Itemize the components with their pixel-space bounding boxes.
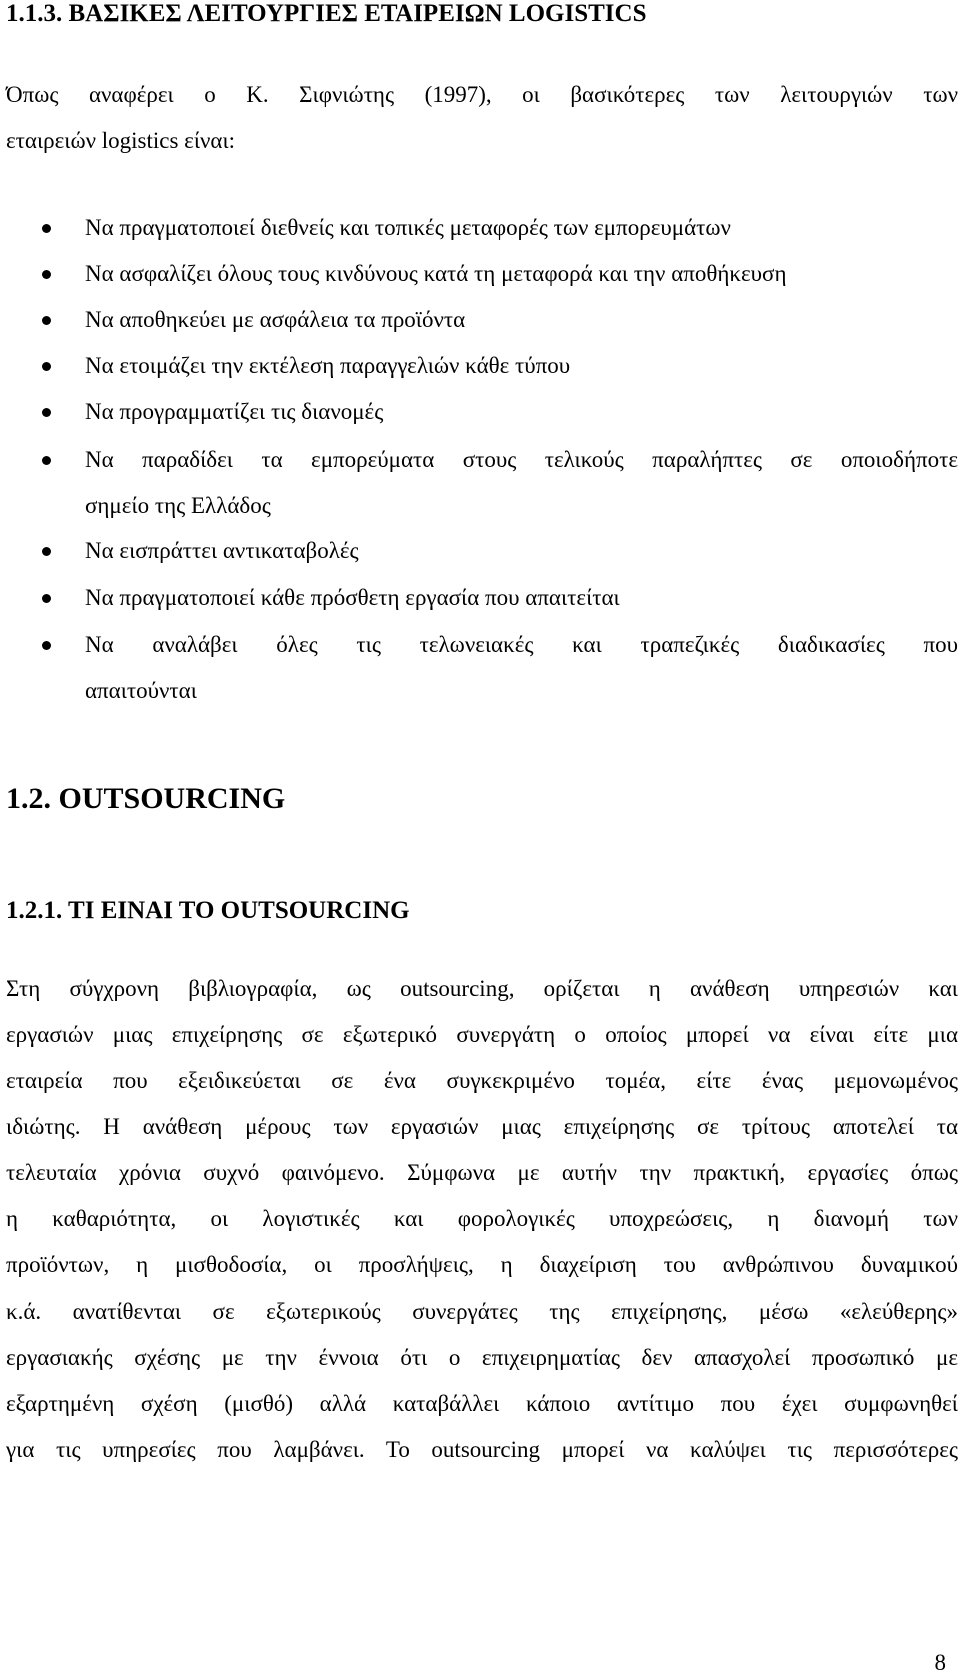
bullet-icon [42,362,51,371]
list-item: Να αναλάβει όλες τις τελωνειακές και τραπεζικές διαδικασίες που [85,632,958,657]
page-number: 8 [934,1650,946,1675]
paragraph-line: εργασιών μιας επιχείρησης σε εξωτερικό συνεργάτη ο οποίος μπορεί να είναι είτε μια [6,1022,958,1047]
intro-line: εταιρειών logistics είναι: [6,128,236,153]
paragraph-line: προϊόντων, η μισθοδοσία, οι προσλήψεις, η διαχείριση του ανθρώπινου δυναμικού [6,1252,958,1277]
bullet-icon [42,547,51,556]
paragraph-line: εταιρεία που εξειδικεύεται σε ένα συγκεκριμένο τομέα, είτε ένας μεμονωμένος [6,1068,958,1093]
bullet-icon [42,270,51,279]
list-item: Να πραγματοποιεί διεθνείς και τοπικές μεταφορές των εμπορευμάτων [85,215,731,240]
bullet-icon [42,456,51,465]
list-item-continuation: σημείο της Ελλάδος [85,493,271,518]
list-item: Να ετοιμάζει την εκτέλεση παραγγελιών κάθε τύπου [85,353,571,378]
list-item-continuation: απαιτούνται [85,678,197,703]
list-item: Να αποθηκεύει με ασφάλεια τα προϊόντα [85,307,466,332]
intro-line: Όπως αναφέρει ο Κ. Σιφνιώτης (1997), οι βασικότερες των λειτουργιών των [6,82,958,107]
subsection-heading: 1.2.1. ΤΙ ΕΙΝΑΙ ΤΟ OUTSOURCING [6,897,410,924]
paragraph-line: η καθαριότητα, οι λογιστικές και φορολογικές υποχρεώσεις, η διανομή των [6,1206,958,1231]
list-item: Να πραγματοποιεί κάθε πρόσθετη εργασία που απαιτείται [85,585,620,610]
section-heading: 1.1.3. ΒΑΣΙΚΕΣ ΛΕΙΤΟΥΡΓΙΕΣ ΕΤΑΙΡΕΙΩΝ LOGISTICS [6,0,647,27]
paragraph-line: εξαρτημένη σχέση (μισθό) αλλά καταβάλλει κάποιο αντίτιμο που έχει συμφωνηθεί [6,1391,958,1416]
bullet-icon [42,641,51,650]
list-item: Να παραδίδει τα εμπορεύματα στους τελικούς παραλήπτες σε οποιοδήποτε [85,447,958,472]
bullet-icon [42,316,51,325]
paragraph-line: τελευταία χρόνια συχνό φαινόμενο. Σύμφωνα με αυτήν την πρακτική, εργασίες όπως [6,1160,958,1185]
paragraph-line: κ.ά. ανατίθενται σε εξωτερικούς συνεργάτες της επιχείρησης, μέσω «ελεύθερης» [6,1299,958,1324]
paragraph-line: για τις υπηρεσίες που λαμβάνει. Το outsourcing μπορεί να καλύψει τις περισσότερες [6,1437,958,1462]
paragraph-line: Στη σύγχρονη βιβλιογραφία, ως outsourcing, ορίζεται η ανάθεση υπηρεσιών και [6,976,958,1001]
list-item: Να ασφαλίζει όλους τους κινδύνους κατά τη μεταφορά και την αποθήκευση [85,261,787,286]
chapter-heading: 1.2. OUTSOURCING [6,782,286,815]
paragraph-line: ιδιώτης. Η ανάθεση μέρους των εργασιών μιας επιχείρησης σε τρίτους αποτελεί τα [6,1114,958,1139]
paragraph-line: εργασιακής σχέσης με την έννοια ότι ο επιχειρηματίας δεν απασχολεί προσωπικό με [6,1345,958,1370]
bullet-icon [42,224,51,233]
list-item: Να εισπράττει αντικαταβολές [85,538,359,563]
bullet-icon [42,408,51,417]
bullet-icon [42,594,51,603]
list-item: Να προγραμματίζει τις διανομές [85,399,384,424]
